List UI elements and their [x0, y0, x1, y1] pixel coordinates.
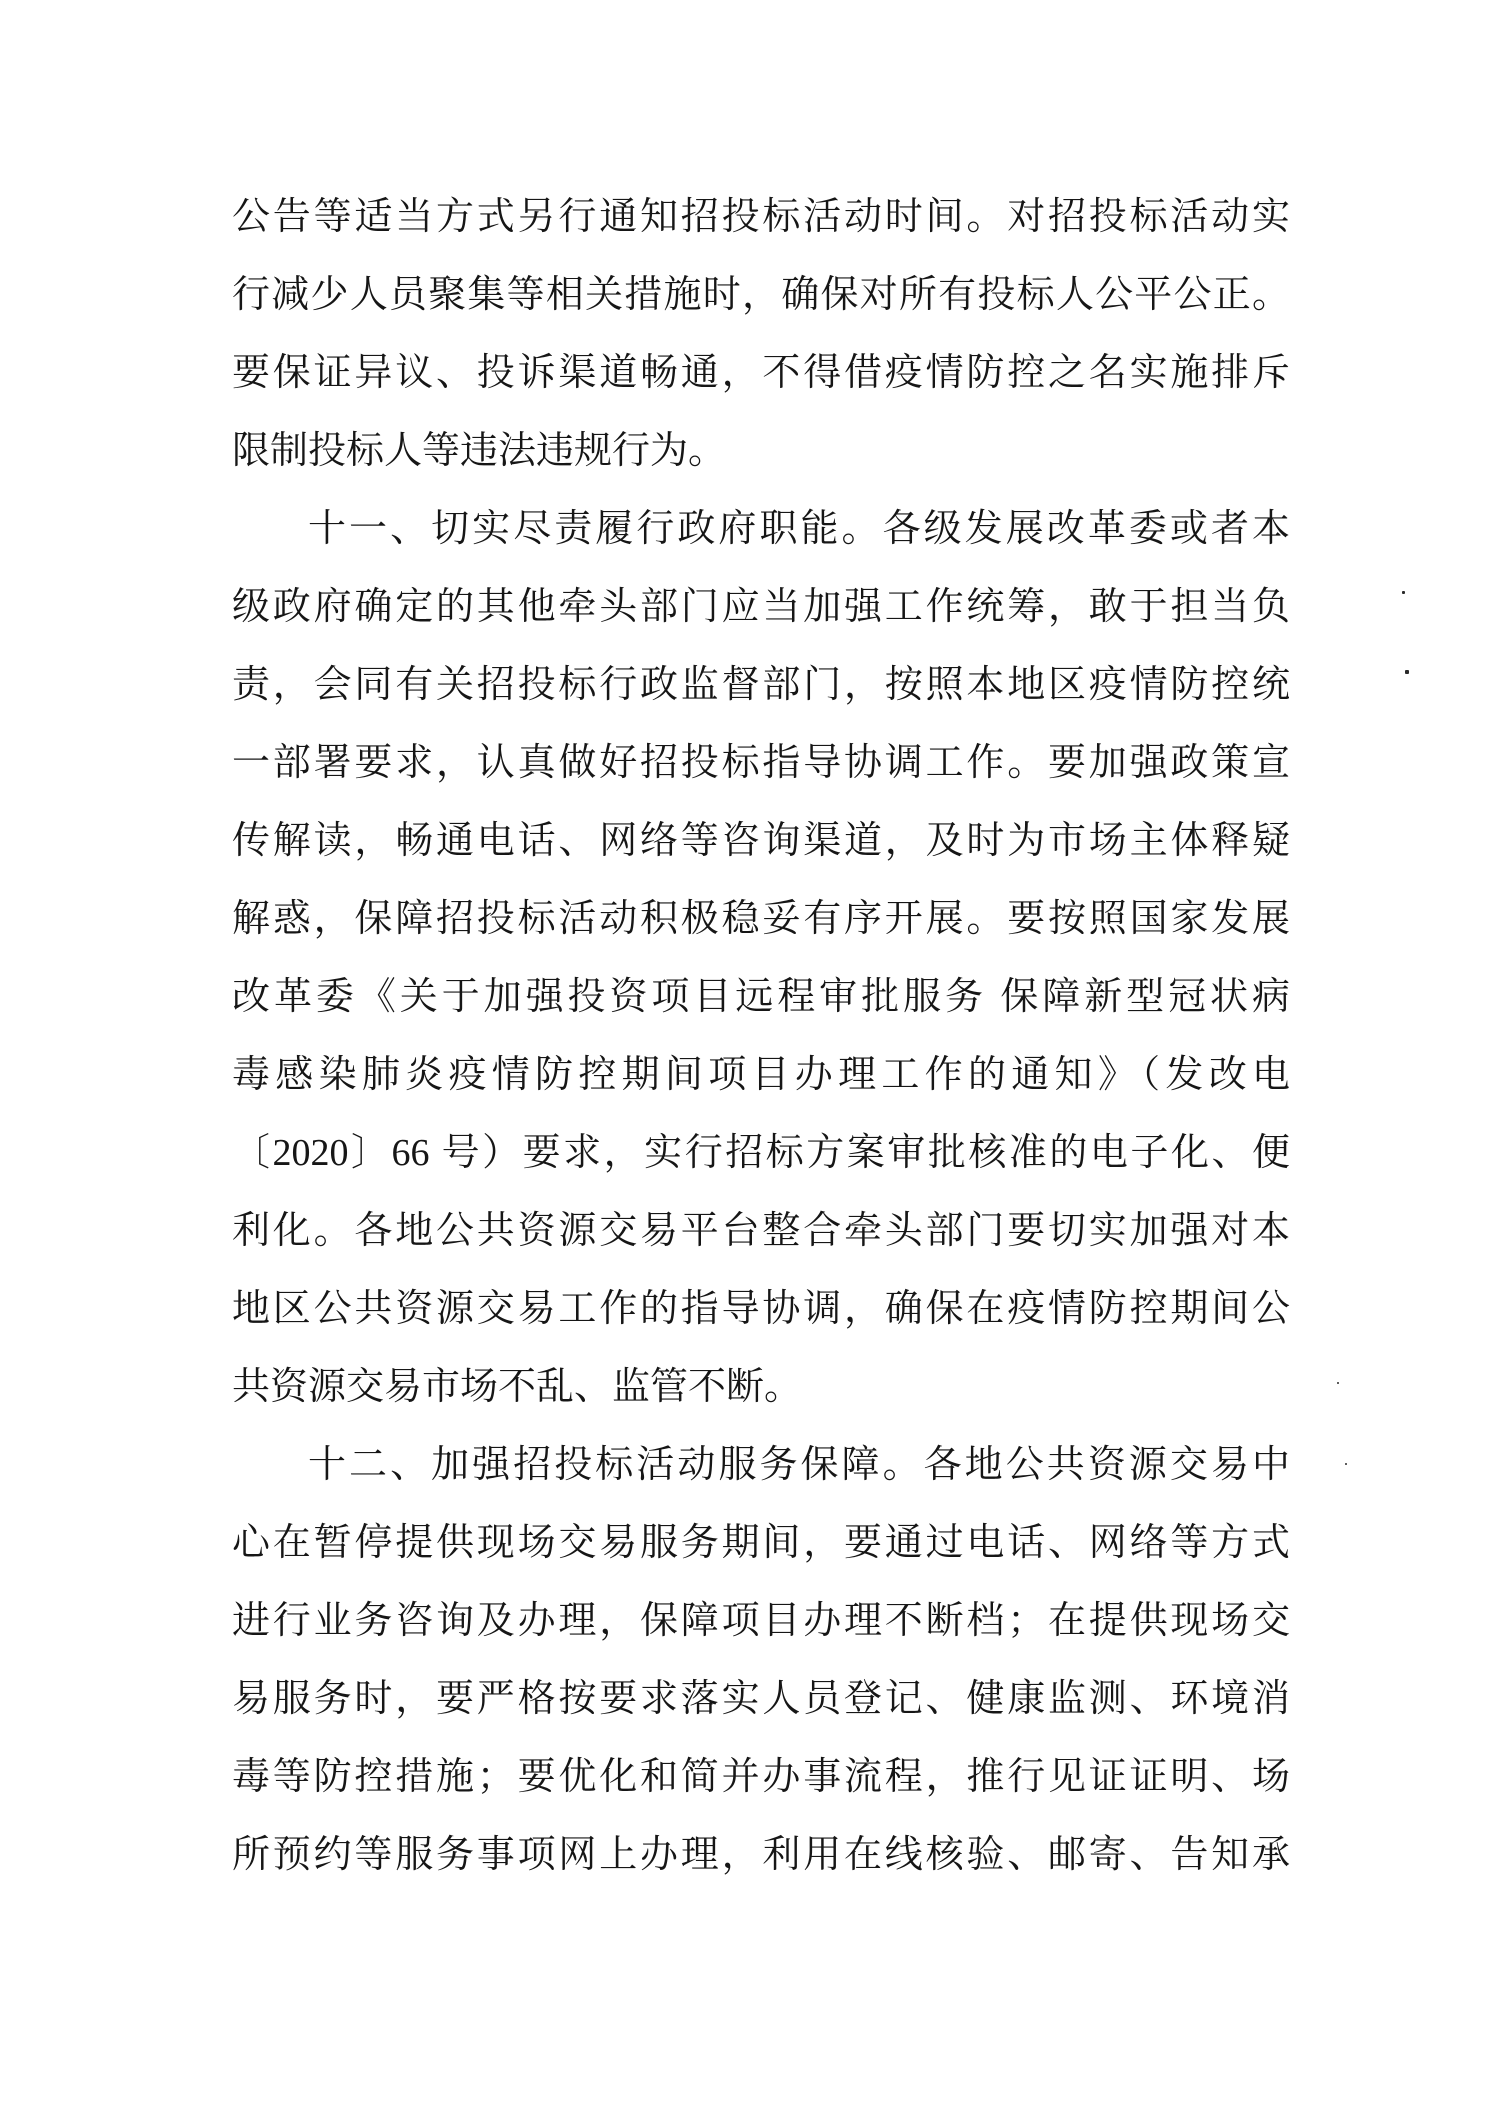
text-line: 行减少人员聚集等相关措施时，确保对所有投标人公平公正。 — [232, 274, 1290, 316]
text-line: 十二、加强招投标活动服务保障。各地公共资源交易中 — [308, 1444, 1290, 1486]
text-line: 毒感染肺炎疫情防控期间项目办理工作的通知》（发改电 — [232, 1054, 1290, 1096]
scan-artifact — [1402, 591, 1405, 594]
text-line: 一部署要求，认真做好招投标指导协调工作。要加强政策宣 — [232, 742, 1290, 784]
text-line: 传解读，畅通电话、网络等咨询渠道，及时为市场主体释疑 — [232, 820, 1290, 862]
text-line: 限制投标人等违法违规行为。 — [232, 430, 727, 472]
text-line: 要保证异议、投诉渠道畅通，不得借疫情防控之名实施排斥 — [232, 352, 1290, 394]
scan-artifact — [1337, 1382, 1339, 1384]
text-line: 〔2020〕66 号）要求，实行招标方案审批核准的电子化、便 — [232, 1132, 1290, 1174]
text-line: 易服务时，要严格按要求落实人员登记、健康监测、环境消 — [232, 1678, 1290, 1720]
text-line: 所预约等服务事项网上办理，利用在线核验、邮寄、告知承 — [232, 1834, 1290, 1876]
text-line: 共资源交易市场不乱、监管不断。 — [232, 1366, 803, 1408]
text-line: 解惑，保障招投标活动积极稳妥有序开展。要按照国家发展 — [232, 898, 1290, 940]
scan-artifact — [1345, 1463, 1347, 1465]
text-line: 进行业务咨询及办理，保障项目办理不断档；在提供现场交 — [232, 1600, 1290, 1642]
text-line: 改革委《关于加强投资项目远程审批服务 保障新型冠状病 — [232, 976, 1290, 1018]
text-line: 级政府确定的其他牵头部门应当加强工作统筹，敢于担当负 — [232, 586, 1290, 628]
text-line: 责，会同有关招投标行政监督部门，按照本地区疫情防控统 — [232, 664, 1290, 706]
text-line: 公告等适当方式另行通知招投标活动时间。对招投标活动实 — [232, 196, 1290, 238]
text-line: 心在暂停提供现场交易服务期间，要通过电话、网络等方式 — [232, 1522, 1290, 1564]
text-line: 利化。各地公共资源交易平台整合牵头部门要切实加强对本 — [232, 1210, 1290, 1252]
text-line: 毒等防控措施；要优化和简并办事流程，推行见证证明、场 — [232, 1756, 1290, 1798]
text-line: 地区公共资源交易工作的指导协调，确保在疫情防控期间公 — [232, 1288, 1290, 1330]
text-line: 十一、切实尽责履行政府职能。各级发展改革委或者本 — [308, 508, 1290, 550]
scan-artifact — [1405, 670, 1409, 674]
document-text — [232, 178, 1290, 1894]
